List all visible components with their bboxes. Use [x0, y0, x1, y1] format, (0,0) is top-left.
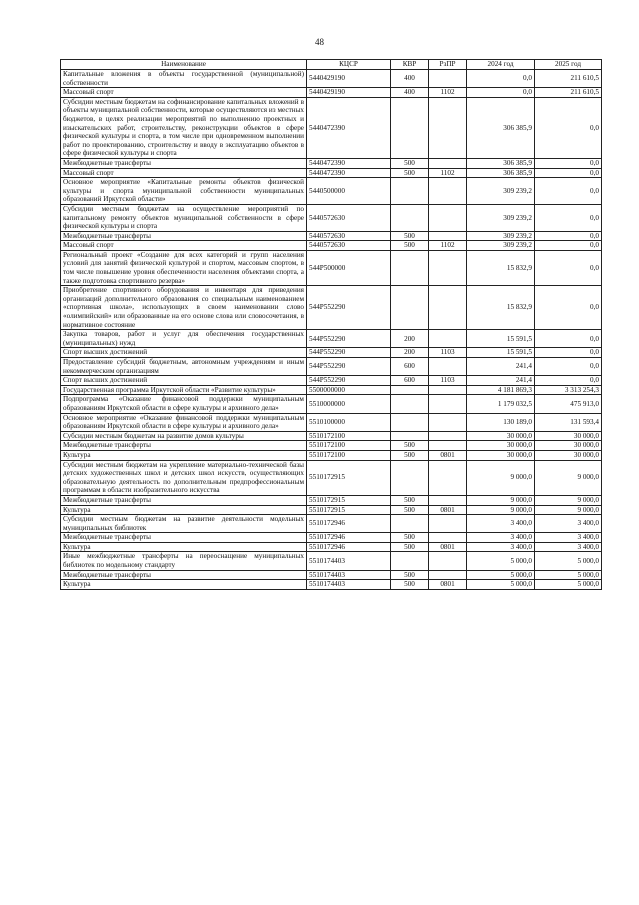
row-2024-cell: 5 000,0 [467, 580, 535, 590]
row-2024-cell: 241,4 [467, 376, 535, 386]
row-kvr-cell [391, 385, 429, 395]
row-kcsr-cell: 5440429190 [307, 88, 391, 98]
row-name-cell: Спорт высших достижений [61, 376, 307, 386]
row-name-cell: Субсидии местным бюджетам на укрепление материально-технической базы детских художественных школ и детских школ искусств, осуществляющих образовательную деятельность по дополнительным предпрофессиональным программам в области изобразительного искусства [61, 460, 307, 495]
row-kvr-cell [391, 286, 429, 330]
column-header-2024: 2024 год [467, 60, 535, 70]
row-2024-cell: 9 000,0 [467, 505, 535, 515]
row-2024-cell: 15 591,5 [467, 330, 535, 348]
row-kcsr-cell: 544P552290 [307, 330, 391, 348]
row-kcsr-cell: 5510174403 [307, 570, 391, 580]
row-kvr-cell: 500 [391, 158, 429, 168]
row-2025-cell: 9 000,0 [535, 495, 602, 505]
table-row [61, 286, 602, 330]
row-kcsr-cell: 544P552290 [307, 348, 391, 358]
table-row [61, 505, 602, 515]
row-kcsr-cell: 5500000000 [307, 385, 391, 395]
row-name-cell: Культура [61, 580, 307, 590]
row-2025-cell: 0,0 [535, 376, 602, 386]
row-2025-cell: 3 400,0 [535, 533, 602, 543]
row-2025-cell: 30 000,0 [535, 431, 602, 441]
row-2025-cell: 475 913,0 [535, 395, 602, 413]
row-kcsr-cell: 5510000000 [307, 395, 391, 413]
row-rzpr-cell [429, 495, 467, 505]
table-row [61, 441, 602, 451]
row-2024-cell: 1 179 032,5 [467, 395, 535, 413]
row-kvr-cell: 500 [391, 241, 429, 251]
row-kvr-cell: 600 [391, 358, 429, 376]
row-kvr-cell: 500 [391, 542, 429, 552]
row-2024-cell: 3 400,0 [467, 515, 535, 533]
table-row [61, 70, 602, 88]
row-2025-cell: 0,0 [535, 330, 602, 348]
row-kvr-cell: 500 [391, 441, 429, 451]
row-2024-cell: 30 000,0 [467, 431, 535, 441]
row-2025-cell: 0,0 [535, 241, 602, 251]
row-kvr-cell [391, 413, 429, 431]
row-kvr-cell: 500 [391, 533, 429, 543]
row-kcsr-cell: 5510172915 [307, 495, 391, 505]
row-kcsr-cell: 544P552290 [307, 358, 391, 376]
row-name-cell: Межбюджетные трансферты [61, 495, 307, 505]
row-rzpr-cell [429, 250, 467, 285]
row-rzpr-cell: 0801 [429, 542, 467, 552]
row-2024-cell: 241,4 [467, 358, 535, 376]
row-rzpr-cell [429, 413, 467, 431]
row-kcsr-cell: 5510172100 [307, 441, 391, 451]
row-name-cell: Межбюджетные трансферты [61, 231, 307, 241]
row-rzpr-cell: 1103 [429, 348, 467, 358]
row-kcsr-cell: 5510174403 [307, 580, 391, 590]
row-kcsr-cell: 5510172915 [307, 505, 391, 515]
row-name-cell: Субсидии местным бюджетам на развитие деятельности модельных муниципальных библиотек [61, 515, 307, 533]
row-2025-cell: 5 000,0 [535, 570, 602, 580]
row-name-cell: Межбюджетные трансферты [61, 158, 307, 168]
row-kcsr-cell: 5510100000 [307, 413, 391, 431]
row-kvr-cell: 500 [391, 231, 429, 241]
row-rzpr-cell [429, 70, 467, 88]
row-name-cell: Межбюджетные трансферты [61, 441, 307, 451]
row-2025-cell: 0,0 [535, 231, 602, 241]
table-row [61, 552, 602, 570]
row-rzpr-cell: 1103 [429, 376, 467, 386]
row-rzpr-cell [429, 204, 467, 231]
row-kcsr-cell: 5510174403 [307, 552, 391, 570]
row-2024-cell: 306 385,9 [467, 168, 535, 178]
row-rzpr-cell [429, 570, 467, 580]
row-2024-cell: 306 385,9 [467, 97, 535, 158]
table-row [61, 178, 602, 205]
column-header-name: Наименование [61, 60, 307, 70]
row-2025-cell: 211 610,5 [535, 70, 602, 88]
row-kcsr-cell: 544P500000 [307, 250, 391, 285]
row-kcsr-cell: 5510172100 [307, 450, 391, 460]
table-row [61, 385, 602, 395]
row-name-cell: Региональный проект «Создание для всех категорий и групп населения условий для занятий физической культурой и спортом, массовым спортом, в том числе повышение уровня обеспеченности населения объектами спорта, а также подготовка спортивного резерва» [61, 250, 307, 285]
row-2024-cell: 3 400,0 [467, 542, 535, 552]
row-2025-cell: 131 593,4 [535, 413, 602, 431]
row-kvr-cell [391, 431, 429, 441]
row-2024-cell: 309 239,2 [467, 231, 535, 241]
row-2025-cell: 9 000,0 [535, 460, 602, 495]
row-2025-cell: 0,0 [535, 348, 602, 358]
row-2025-cell: 9 000,0 [535, 505, 602, 515]
row-name-cell: Капитальные вложения в объекты государственной (муниципальной) собственности [61, 70, 307, 88]
row-2024-cell: 0,0 [467, 88, 535, 98]
table-row [61, 580, 602, 590]
row-kvr-cell: 600 [391, 376, 429, 386]
row-rzpr-cell [429, 515, 467, 533]
row-name-cell: Культура [61, 542, 307, 552]
row-name-cell: Субсидии местным бюджетам на софинансирование капитальных вложений в объекты муниципальной собственности, которые осуществляются из местных бюджетов, в целях реализации мероприятий по выполнению проектных и изыскательских работ, строительству, реконструкции объектов в сфере физической культуры и спорта, в том числе при одновременном выполнении работ по проектированию, строительству и вводу в эксплуатацию объектов в сфере физической культуры и спорта [61, 97, 307, 158]
row-2025-cell: 5 000,0 [535, 580, 602, 590]
row-kvr-cell [391, 515, 429, 533]
row-2024-cell: 130 189,0 [467, 413, 535, 431]
table-row [61, 570, 602, 580]
row-kvr-cell: 500 [391, 580, 429, 590]
row-2024-cell: 5 000,0 [467, 552, 535, 570]
table-row [61, 450, 602, 460]
row-rzpr-cell [429, 552, 467, 570]
row-kvr-cell: 400 [391, 70, 429, 88]
row-kvr-cell [391, 460, 429, 495]
table-body [61, 70, 602, 590]
table-row [61, 348, 602, 358]
row-name-cell: Основное мероприятие «Капитальные ремонты объектов физической культуры и спорта муниципальной собственности муниципальных образований Иркутской области» [61, 178, 307, 205]
row-kcsr-cell: 5440472390 [307, 158, 391, 168]
row-name-cell: Массовый спорт [61, 88, 307, 98]
table-row [61, 158, 602, 168]
row-name-cell: Основное мероприятие «Оказание финансовой поддержки муниципальным образованиям Иркутской области в сфере культуры и архивного дела» [61, 413, 307, 431]
table-row [61, 395, 602, 413]
row-2025-cell: 3 400,0 [535, 515, 602, 533]
row-2024-cell: 306 385,9 [467, 158, 535, 168]
row-2024-cell: 15 832,9 [467, 250, 535, 285]
row-2024-cell: 15 832,9 [467, 286, 535, 330]
row-2024-cell: 5 000,0 [467, 570, 535, 580]
row-name-cell: Массовый спорт [61, 241, 307, 251]
row-rzpr-cell [429, 330, 467, 348]
row-2025-cell: 30 000,0 [535, 441, 602, 451]
row-name-cell: Подпрограмма «Оказание финансовой поддержки муниципальным образованиям Иркутской области в сфере культуры и архивного дела» [61, 395, 307, 413]
row-kvr-cell [391, 97, 429, 158]
table-row [61, 542, 602, 552]
row-kcsr-cell: 5510172946 [307, 533, 391, 543]
table-row [61, 231, 602, 241]
column-header-kvr: КВР [391, 60, 429, 70]
row-kvr-cell: 200 [391, 348, 429, 358]
column-header-kcsr: КЦСР [307, 60, 391, 70]
column-header-2025: 2025 год [535, 60, 602, 70]
table-row [61, 533, 602, 543]
table-row [61, 460, 602, 495]
row-2024-cell: 0,0 [467, 70, 535, 88]
row-kcsr-cell: 5440500000 [307, 178, 391, 205]
row-rzpr-cell [429, 395, 467, 413]
row-rzpr-cell: 1102 [429, 88, 467, 98]
page-number: 48 [315, 37, 324, 47]
row-2024-cell: 15 591,5 [467, 348, 535, 358]
row-name-cell: Культура [61, 505, 307, 515]
row-name-cell: Предоставление субсидий бюджетным, автономным учреждениям и иным некоммерческим организациям [61, 358, 307, 376]
row-2024-cell: 309 239,2 [467, 241, 535, 251]
row-2025-cell: 0,0 [535, 97, 602, 158]
row-rzpr-cell [429, 385, 467, 395]
row-kcsr-cell: 544P552290 [307, 286, 391, 330]
row-kvr-cell [391, 250, 429, 285]
row-2024-cell: 309 239,2 [467, 178, 535, 205]
budget-table [60, 59, 602, 590]
row-2024-cell: 4 181 869,3 [467, 385, 535, 395]
row-kvr-cell: 400 [391, 88, 429, 98]
table-row [61, 431, 602, 441]
row-2025-cell: 3 400,0 [535, 542, 602, 552]
row-rzpr-cell [429, 286, 467, 330]
row-2025-cell: 0,0 [535, 168, 602, 178]
table-row [61, 376, 602, 386]
row-rzpr-cell [429, 431, 467, 441]
row-name-cell: Культура [61, 450, 307, 460]
row-name-cell: Спорт высших достижений [61, 348, 307, 358]
row-kcsr-cell: 5510172946 [307, 515, 391, 533]
row-2024-cell: 30 000,0 [467, 450, 535, 460]
row-name-cell: Субсидии местным бюджетам на развитие домов культуры [61, 431, 307, 441]
row-rzpr-cell [429, 358, 467, 376]
table-row [61, 250, 602, 285]
row-2024-cell: 309 239,2 [467, 204, 535, 231]
row-name-cell: Межбюджетные трансферты [61, 570, 307, 580]
row-kcsr-cell: 5440572630 [307, 204, 391, 231]
row-2024-cell: 3 400,0 [467, 533, 535, 543]
table-row [61, 515, 602, 533]
row-rzpr-cell: 1102 [429, 241, 467, 251]
row-name-cell: Массовый спорт [61, 168, 307, 178]
row-kvr-cell: 200 [391, 330, 429, 348]
row-name-cell: Иные межбюджетные трансферты на переоснащение муниципальных библиотек по модельному стандарту [61, 552, 307, 570]
table-row [61, 413, 602, 431]
table-row [61, 241, 602, 251]
row-kcsr-cell: 544P552290 [307, 376, 391, 386]
row-name-cell: Межбюджетные трансферты [61, 533, 307, 543]
row-kvr-cell [391, 178, 429, 205]
row-rzpr-cell [429, 533, 467, 543]
row-name-cell: Приобретение спортивного оборудования и инвентаря для приведения организаций дополнительного образования со специальным наименованием «спортивная школа», использующих в своем наименовании слово «олимпийский» или образованные на его основе слова или словосочетания, в нормативное состояние [61, 286, 307, 330]
row-2025-cell: 3 313 254,3 [535, 385, 602, 395]
row-name-cell: Закупка товаров, работ и услуг для обеспечения государственных (муниципальных) нужд [61, 330, 307, 348]
row-kvr-cell: 500 [391, 495, 429, 505]
row-kcsr-cell: 5510172100 [307, 431, 391, 441]
row-rzpr-cell [429, 97, 467, 158]
row-kcsr-cell: 5440572630 [307, 241, 391, 251]
table-row [61, 330, 602, 348]
table-row [61, 97, 602, 158]
row-name-cell: Государственная программа Иркутской области «Развитие культуры» [61, 385, 307, 395]
row-rzpr-cell: 1102 [429, 168, 467, 178]
row-kcsr-cell: 5440572630 [307, 231, 391, 241]
row-rzpr-cell: 0801 [429, 505, 467, 515]
row-kvr-cell: 500 [391, 570, 429, 580]
table-row [61, 88, 602, 98]
row-rzpr-cell [429, 460, 467, 495]
row-2025-cell: 30 000,0 [535, 450, 602, 460]
row-2024-cell: 30 000,0 [467, 441, 535, 451]
column-header-rzpr: РзПР [429, 60, 467, 70]
row-rzpr-cell [429, 158, 467, 168]
row-kvr-cell: 500 [391, 450, 429, 460]
row-kvr-cell: 500 [391, 505, 429, 515]
row-2025-cell: 5 000,0 [535, 552, 602, 570]
table-header-row [61, 60, 602, 70]
row-2025-cell: 0,0 [535, 158, 602, 168]
row-2024-cell: 9 000,0 [467, 460, 535, 495]
row-2025-cell: 0,0 [535, 178, 602, 205]
row-2025-cell: 0,0 [535, 204, 602, 231]
row-2025-cell: 211 610,5 [535, 88, 602, 98]
row-kcsr-cell: 5440472390 [307, 97, 391, 158]
table-row [61, 204, 602, 231]
table-row [61, 358, 602, 376]
table-row [61, 168, 602, 178]
row-kcsr-cell: 5440472390 [307, 168, 391, 178]
row-2025-cell: 0,0 [535, 286, 602, 330]
row-kvr-cell: 500 [391, 168, 429, 178]
row-name-cell: Субсидии местным бюджетам на осуществление мероприятий по капитальному ремонту объектов муниципальной собственности в сфере физической культуры и спорта [61, 204, 307, 231]
row-2025-cell: 0,0 [535, 250, 602, 285]
row-rzpr-cell: 0801 [429, 580, 467, 590]
row-kvr-cell [391, 204, 429, 231]
row-kcsr-cell: 5510172946 [307, 542, 391, 552]
row-kcsr-cell: 5510172915 [307, 460, 391, 495]
row-2024-cell: 9 000,0 [467, 495, 535, 505]
row-rzpr-cell: 0801 [429, 450, 467, 460]
row-kvr-cell [391, 552, 429, 570]
table-row [61, 495, 602, 505]
row-rzpr-cell [429, 441, 467, 451]
row-rzpr-cell [429, 178, 467, 205]
row-rzpr-cell [429, 231, 467, 241]
row-kvr-cell [391, 395, 429, 413]
row-kcsr-cell: 5440429190 [307, 70, 391, 88]
row-2025-cell: 0,0 [535, 358, 602, 376]
